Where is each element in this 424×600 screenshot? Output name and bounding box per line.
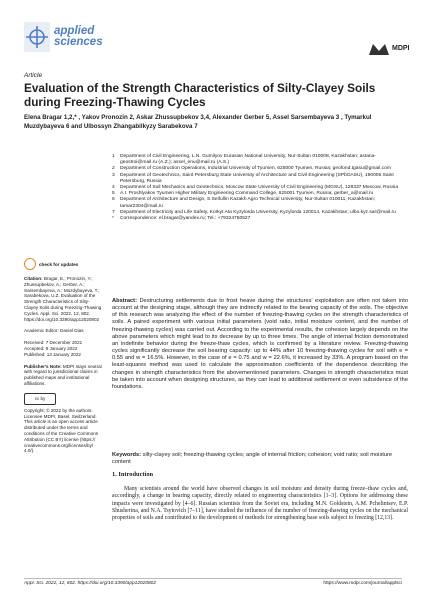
citation-block xyxy=(24,276,102,322)
affiliation-text: Department of Soil Mechanics and Geotechnics, Moscow State University of Civil Engineering (MGSU), 129337 Moscow, Russia xyxy=(120,185,399,191)
affiliation-number: 1 xyxy=(112,154,115,159)
journal-name-line2: sciences xyxy=(54,36,103,48)
affiliation-number: 3 xyxy=(112,172,115,178)
keywords xyxy=(112,452,408,466)
citation-label: Citation: xyxy=(24,276,43,281)
affiliation-number: 2 xyxy=(112,166,115,172)
affiliation-item xyxy=(112,197,412,209)
affiliation-number: 6 xyxy=(112,197,115,203)
publisher-logo-icon xyxy=(368,42,390,56)
section-heading: 1. Introduction xyxy=(112,471,154,478)
abstract-text: Destructuring settlements due to frost heave during the structures' exploitation are often not taken into account at the designing stage, although they are indirectly related to the bearing capacity of the soils. The objective of this research was analyzing the effect of the number of freezing-thawing cycles on the strength characteristics of soils. A paired experiment with various initial parameters (void ratio, initial moisture content, and the number of freezing-thawing cycles) was carried out. According to the experimental results, the cohesion largely depends on the above parameters which might lead to its decrease by up to three times. The angle of internal friction demonstrated an indefinite behavior during the freeze-thaw cycles, which is confirmed by a literature review. Freezing-thawing cycles significantly decrease the soil bearing capacity: up to 44% after 10 freezing-thawing cycles for soil with e = 0.55 and w = 16.5%. However, in the case of e = 0.75 and w = 22.6%, it increased by 33%. A program based on the least-squares method was used to calculate the approximation coefficients of the dependence describing the changes in strength characteristics from the abovementioned parameters. Changes in strength characteristics must be taken into account when designing structures, as they can lead to additional settlement or even subsidence of the foundations. xyxy=(112,298,408,390)
introduction-paragraph: Many scientists around the world have observed changes in soil moisture and density during freeze–thaw cycles and, accordingly, a change in bearing capacity, directly related to engineering characteristics [1–3]. Options for addressing these impacts were investigated by [4–6]. Russian scientists from the Soviet era, including M.N. Goldstein, A.M. Pchelintsev, E.P. Shusherina, and N.A. Tsytovich [7–11], have studied the influence of the number of freezing-thawing cycles on the mechanical properties of soils and contributed to the development of methods for strengthening base soils subject to freezing [12,13]. xyxy=(112,486,408,522)
received-date: Received: 7 December 2021 xyxy=(24,340,83,346)
affiliation-text: Correspondence: el.bragar@yandex.ru; Tel.: +79324750527 xyxy=(120,216,251,222)
affiliation-number: * xyxy=(112,216,114,222)
citation-text: Bragar, E.; Pronozin, Y.; Zhussupbekov, A.; Gerber, A.; Sarsembayeva, A.; Muzdybayeva, T.; Sarabekova, U.Z. Evaluation of the Strength Characteristics of Silty-Clayey Soils during Freezing-Thawing Cycles. Appl. Sci. 2022, 12, 802. https://doi.org/10.3390/app12020802 xyxy=(24,276,102,322)
article-title: Evaluation of the Strength Characteristics of Silty-Clayey Soils during Freezing-Thawing Cycles xyxy=(24,81,376,109)
journal-logo xyxy=(24,22,103,52)
publisher-note xyxy=(24,364,102,387)
footer-divider xyxy=(24,578,402,579)
keywords-text: silty-clayey soil; freezing-thawing cycles; angle of internal friction; cohesion; void ratio; soil moisture content xyxy=(112,452,393,466)
article-sidebar xyxy=(24,258,102,454)
affiliation-text: Department of Electricity and Life Safety, Korkyt Ata Kyzylorda University, Kyzylorda 120014, Kazakhstan; ulbo.kyz.sar@mail.ru xyxy=(120,209,396,215)
affiliations xyxy=(112,154,412,222)
publisher-name: MDPI xyxy=(392,45,410,52)
abstract-label: Abstract: xyxy=(112,298,137,304)
author-list: Elena Bragar 1,2,* , Yakov Pronozin 2, Askar Zhussupbekov 3,4, Alexander Gerber 5, Assel Sarsembayeva 3 , Tymarkul Muzdybayeva 6 and Ulbossyn Zhangabilkyzy Sarabekova 7 xyxy=(24,114,372,130)
accepted-date: Accepted: 9 January 2022 xyxy=(24,345,78,351)
journal-logo-icon xyxy=(24,22,50,52)
affiliation-item xyxy=(112,154,412,166)
footer-citation: Appl. Sci. 2022, 12, 802. https://doi.org/10.3390/app12020802 xyxy=(24,581,157,586)
copyright-notice: Copyright: © 2022 by the authors. Licensee MDPI, Basel, Switzerland. This article is an open access article distributed under the terms and conditions of the Creative Commons Attribution (CC BY) license (https:// creativecommons.org/licenses/by/ 4.0/). xyxy=(24,407,99,454)
affiliation-item xyxy=(112,173,412,185)
affiliation-text: Department of Civil Engineering, L.N. Gumilyov Eurasian National University, Nur-Sultan 010008, Kazakhstan; astana-geostroi@mail.ru (A.Z.); assel_enu@mail.ru (A.S.) xyxy=(120,154,376,166)
journal-name xyxy=(54,26,103,48)
keywords-label: Keywords: xyxy=(112,452,142,458)
article-type: Article xyxy=(24,72,43,79)
affiliation-number: 5 xyxy=(112,191,115,197)
publisher-note-text: MDPI stays neutral with regard to jurisdictional claims in published maps and institutional affiliations. xyxy=(24,363,102,386)
affiliation-item xyxy=(112,216,412,222)
cc-license-icon[interactable]: cc by xyxy=(24,393,56,405)
journal-name-line1: applied xyxy=(54,25,95,37)
published-date: Published: 13 January 2022 xyxy=(24,351,81,357)
affiliation-text: Department of Construction Operations, Industrial University of Tyumen, 625000 Tyumen, Russia; geofond.tgasu@gmail.com xyxy=(120,166,391,172)
check-updates-icon xyxy=(24,258,36,270)
affiliation-text: Department of Geotechnics, Saint Petersburg State University of Architecture and Civil Engineering (SPbGASU), 190005 Saint Petersburg, Russia xyxy=(120,172,394,184)
publisher-note-label: Publisher's Note: xyxy=(24,363,62,369)
footer-journal-link[interactable]: https://www.mdpi.com/journal/applsci xyxy=(323,581,402,586)
abstract xyxy=(112,298,408,391)
affiliation-number: 7 xyxy=(112,209,115,215)
affiliation-text: Department of Architecture and Design, S.Seifullin Kazakh Agro Technical University, Nur-Sultan 010011, Kazakhstan; tamar2304@mail.ru xyxy=(120,197,375,209)
check-updates-label: check for updates xyxy=(39,261,79,267)
affiliation-number: 4 xyxy=(112,185,115,191)
check-for-updates-badge[interactable] xyxy=(24,258,102,270)
editor-line: Academic Editor: Daniel Dias xyxy=(24,328,84,334)
affiliation-text: A.I. Proshlyakov Tyumen Higher Military Engineering Command College, 625001 Tyumen, Russia; gerber_a@mail.ru xyxy=(120,191,374,197)
